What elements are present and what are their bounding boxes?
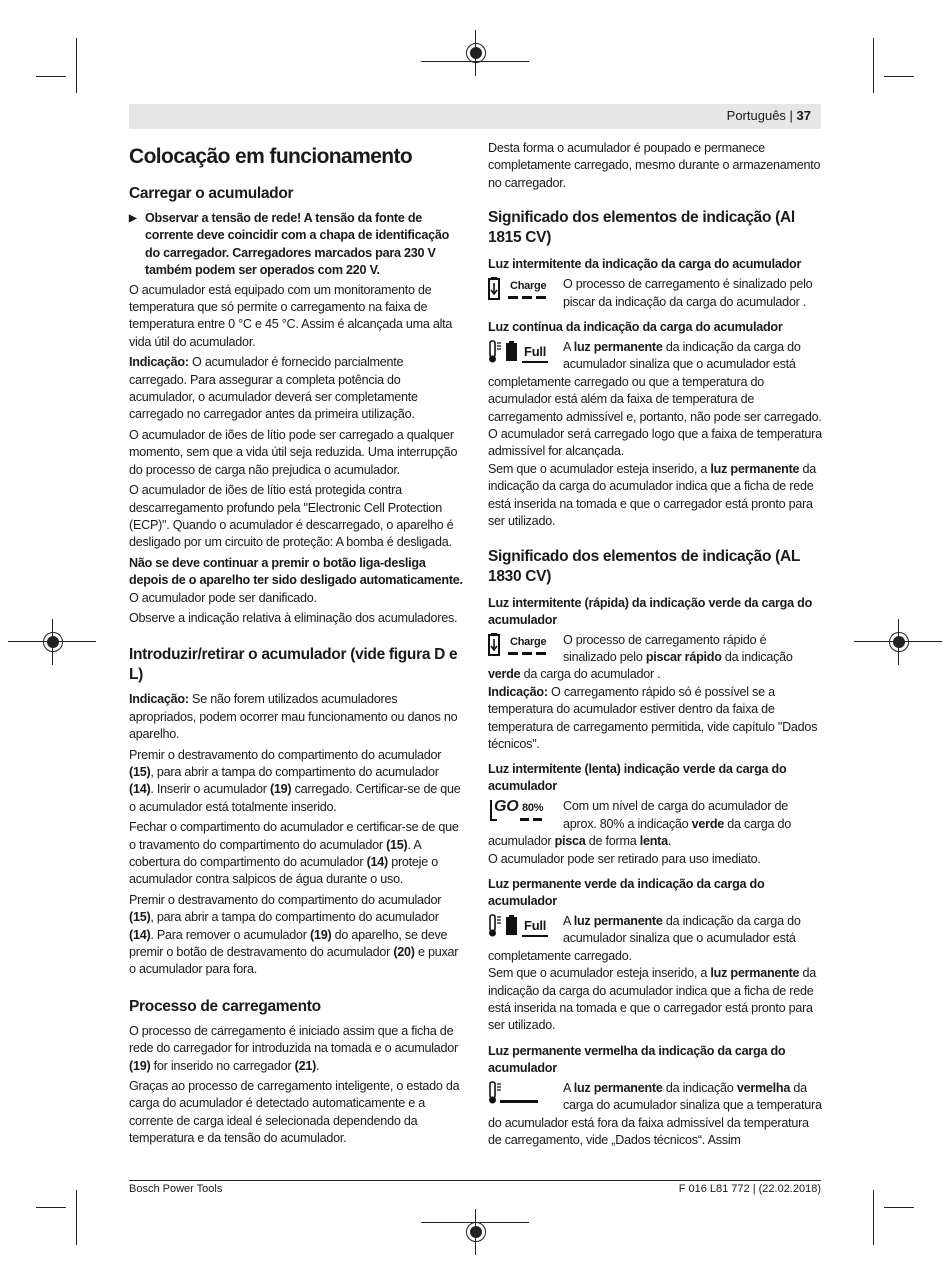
paragraph: Desta forma o acumulador é poupado e permanece completamente carregado, mesmo durante o armazenamento no carregador. [488, 141, 821, 190]
charge-indicator-icon: Charge [488, 632, 554, 666]
registration-mark-icon [466, 43, 486, 63]
paragraph: O processo de carregamento é iniciado assim que a ficha de rede do carregador for introduzida na tomada e o acumulador (19) for inserido no carregador (21). [129, 1023, 458, 1073]
page-header [129, 104, 821, 129]
header-language: Português [726, 108, 786, 123]
paragraph: Indicação: O acumulador é fornecido parcialmente carregado. Para assegurar a completa potência do acumulador, o acumulador deverá ser completamente carregado no carregador antes da primeira utilização. [129, 355, 418, 422]
subheading: Luz intermitente (rápida) da indicação verde da carga do acumulador [488, 595, 813, 627]
full-indicator-icon: Full [488, 339, 554, 373]
page-number: 37 [796, 108, 811, 123]
registration-mark-icon [466, 1222, 486, 1242]
indicator-block [488, 632, 822, 684]
warning-text: Observar a tensão de rede! A tensão da fonte de corrente deve coincidir com a chapa de identificação do carregador. Carregadores marcados para 230 V também podem ser operados com 220 V. [145, 211, 450, 278]
paragraph: Não se deve continuar a premir o botão liga-desliga depois de o aparelho ter sido desligado automaticamente. O acumulador pode ser danificado. [129, 555, 463, 605]
crop-mark [36, 76, 66, 77]
paragraph: Observe a indicação relativa à eliminação dos acumuladores. [129, 610, 458, 625]
indicator-block [488, 798, 822, 850]
subheading: Luz intermitente da indicação da carga do acumulador [488, 257, 802, 272]
registration-mark-icon [43, 632, 63, 652]
paragraph: Graças ao processo de carregamento inteligente, o estado da carga do acumulador é detectado automaticamente e a corrente de carga ideal é selecionada dependendo da temperatura e da tensão do acumulador. [129, 1079, 460, 1146]
footer-rule [129, 1180, 821, 1181]
indicator-text: A luz permanente da indicação da carga do acumulador sinaliza que o acumulador está completamente carregado. [488, 913, 801, 963]
right-column [488, 140, 822, 1149]
footer-brand: Bosch Power Tools [129, 1183, 223, 1195]
subheading: Luz permanente verde da indicação da carga do acumulador [488, 876, 765, 908]
page-title: Colocação em funcionamento [129, 145, 413, 168]
indicator-text: O processo de carregamento é sinalizado pelo piscar da indicação da carga do acumulador . [563, 277, 813, 309]
section-heading-charge: Carregar o acumulador [129, 185, 294, 202]
full-indicator-icon: Full [488, 913, 554, 947]
indicator-text: Com um nível de carga do acumulador de aprox. 80% a indicação verde da carga do acumulador pisca de forma lenta. [488, 799, 792, 849]
crop-mark [884, 1207, 914, 1208]
crop-mark [36, 1207, 66, 1208]
indicator-block [488, 339, 822, 461]
indicator-text: O processo de carregamento rápido é sinalizado pelo piscar rápido da indicação verde da carga do acumulador . [488, 632, 793, 682]
indicator-block [488, 276, 822, 311]
crop-mark [76, 38, 77, 93]
paragraph: Sem que o acumulador esteja inserido, a luz permanente da indicação da carga do acumulador indica que a ficha de rede está inserida na tomada e que o carregador está pronto para ser utilizado. [488, 461, 817, 529]
crop-mark [873, 38, 874, 93]
section-heading-al1830: Significado dos elementos de indicação (AL 1830 CV) [488, 547, 800, 585]
crop-mark [884, 76, 914, 77]
triangle-bullet-icon: ▶ [129, 213, 137, 224]
paragraph: Fechar o compartimento do acumulador e certificar-se de que o travamento do compartimento do acumulador (15). A cobertura do compartimento do acumulador (14) proteje o acumulador contra salpicos de água durante o uso. [129, 820, 459, 887]
left-column [129, 140, 463, 1151]
indicator-block [488, 1080, 822, 1150]
crop-mark [873, 1190, 874, 1245]
temperature-indicator-icon [488, 1080, 554, 1114]
section-heading-al1815: Significado dos elementos de indicação (Al 1815 CV) [488, 209, 795, 247]
paragraph: Premir o destravamento do compartimento do acumulador (15), para abrir a tampa do compartimento do acumulador (14). Para remover o acumulador (19) do aparelho, se deve premir o botão de destravamento do acumulador (20) e puxar o acumulador para fora. [129, 892, 459, 977]
paragraph: Indicação: Se não forem utilizados acumuladores apropriados, podem ocorrer mau funcionamento ou danos no aparelho. [129, 692, 458, 742]
indicator-block [488, 913, 822, 965]
indicator-text: A luz permanente da indicação vermelha da carga do acumulador sinaliza que a temperatura do acumulador está fora da faixa admissível da temperatura de carregamento, vide „Dados técnicos“. Assim [488, 1080, 822, 1148]
paragraph: Premir o destravamento do compartimento do acumulador (15), para abrir a tampa do compartimento do acumulador (14). Inserir o acumulador (19) carregado. Certificar-se de que o acumulador está totalmente inserido. [129, 747, 461, 814]
paragraph: Indicação: O carregamento rápido só é possível se a temperatura do acumulador estiver dentro da faixa de temperatura de carregamento permitida, vide capítulo "Dados técnicos". [488, 684, 818, 751]
subheading: Luz permanente vermelha da indicação da carga do acumulador [488, 1043, 786, 1075]
registration-mark-icon [889, 632, 909, 652]
subheading: Luz intermitente (lenta) indicação verde da carga do acumulador [488, 762, 787, 794]
paragraph: O acumulador de iões de lítio pode ser carregado a qualquer momento, sem que a vida útil seja reduzida. Uma interrupção do processo de carga não prejudica o acumulador. [129, 427, 458, 477]
header-text: Português | 37 [726, 108, 811, 123]
indicator-text: A luz permanente da indicação da carga do acumulador sinaliza que o acumulador está completamente carregado ou que a temperatura do acumulador está além da faixa de temperatura de carregamento admissível e, portanto, não pode ser carregado. O acumulador será carregado logo que a faixa de temperatura admissível for alcançada. [488, 340, 822, 459]
paragraph: Sem que o acumulador esteja inserido, a luz permanente da indicação da carga do acumulador indica que a ficha de rede está inserida na tomada e que o carregador está pronto para ser utilizado. [488, 966, 817, 1033]
subheading: Luz contínua da indicação da carga do acumulador [488, 320, 783, 335]
crop-mark [76, 1190, 77, 1245]
paragraph: O acumulador de iões de lítio está protegida contra descarregamento profundo pela "Electronic Cell Protection (ECP)". Quando o acumulador é descarregado, o aparelho é desligado por um circuito de proteção: A bomba é desligada. [129, 483, 454, 550]
go-80-indicator-icon: GO 80% [488, 798, 554, 832]
paragraph: O acumulador está equipado com um monitoramento de temperatura que só permite o carregamento na faixa de temperatura entre 0 °C e 45 °C. Assim é alcançada uma alta vida útil do acumulador. [129, 282, 453, 349]
section-heading-process: Processo de carregamento [129, 997, 321, 1015]
charge-indicator-icon: Charge [488, 276, 554, 310]
footer-doc-id: F 016 L81 772 | (22.02.2018) [678, 1183, 821, 1195]
paragraph: O acumulador pode ser retirado para uso imediato. [488, 851, 761, 866]
section-heading-insert: Introduzir/retirar o acumulador (vide figura D e L) [129, 646, 458, 684]
warning-bullet [129, 210, 463, 280]
